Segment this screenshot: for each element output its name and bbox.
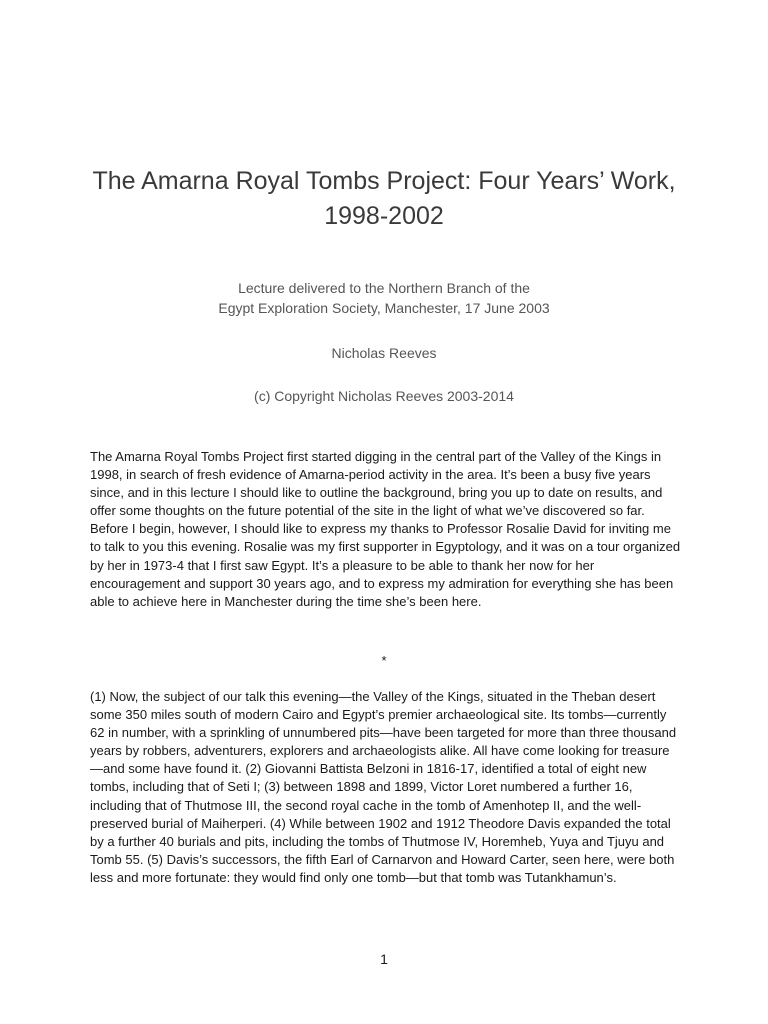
lecture-subtitle xyxy=(60,278,708,318)
subtitle-line-1: Lecture delivered to the Northern Branch of the xyxy=(238,280,530,296)
body-paragraph-2: (1) Now, the subject of our talk this evening—the Valley of the Kings, situated in the Theban desert some 350 miles south of modern Cairo and Egypt’s premier archaeological site. Its tombs—currently 62 in number, with a sprinkling of unnumbered pits—have been targeted for more than three thousand years by robbers, adventurers, explorers and archaeologists alike. All have come looking for treasure—and some have found it. (2) Giovanni Battista Belzoni in 1816-17, identified a total of eight new tombs, including that of Seti I; (3) between 1898 and 1899, Victor Loret numbered a further 16, including that of Thutmose III, the second royal cache in the tomb of Amenhotep II, and the well-preserved burial of Maiherperi. (4) While between 1902 and 1912 Theodore Davis expanded the total by a further 40 burials and pits, including the tombs of Thutmose IV, Horemheb, Yuya and Tjuyu and Tomb 55. (5) Davis’s successors, the fifth Earl of Carnarvon and Howard Carter, seen here, were both less and more fortunate: they would find only one tomb—but that tomb was Tutankhamun’s. xyxy=(90,689,677,885)
subtitle-line-2: Egypt Exploration Society, Manchester, 17 June 2003 xyxy=(218,300,550,316)
document-title: The Amarna Royal Tombs Project: Four Years’ Work, 1998-2002 xyxy=(92,167,676,230)
author-name: Nicholas Reeves xyxy=(331,345,437,361)
body-paragraph-1: The Amarna Royal Tombs Project first started digging in the central part of the Valley of the Kings in 1998, in search of fresh evidence of Amarna-period activity in the area. It’s been a busy five years since, and in this lecture I should like to outline the background, bring you up to date on results, and offer some thoughts on the future potential of the site in the light of what we’ve discovered so far. Before I begin, however, I should like to express my thanks to Professor Rosalie David for inviting me to talk to you this evening. Rosalie was my first supporter in Egyptology, and it was on a tour organized by her in 1973-4 that I first saw Egypt. It’s a pleasure to be able to thank her now for her encouragement and support 30 years ago, and to express my admiration for everything she has been able to achieve here in Manchester during the time she’s been here. xyxy=(90,449,681,609)
page-number: 1 xyxy=(380,951,388,967)
copyright-notice: (c) Copyright Nicholas Reeves 2003-2014 xyxy=(254,388,514,404)
section-separator: * xyxy=(381,653,387,668)
